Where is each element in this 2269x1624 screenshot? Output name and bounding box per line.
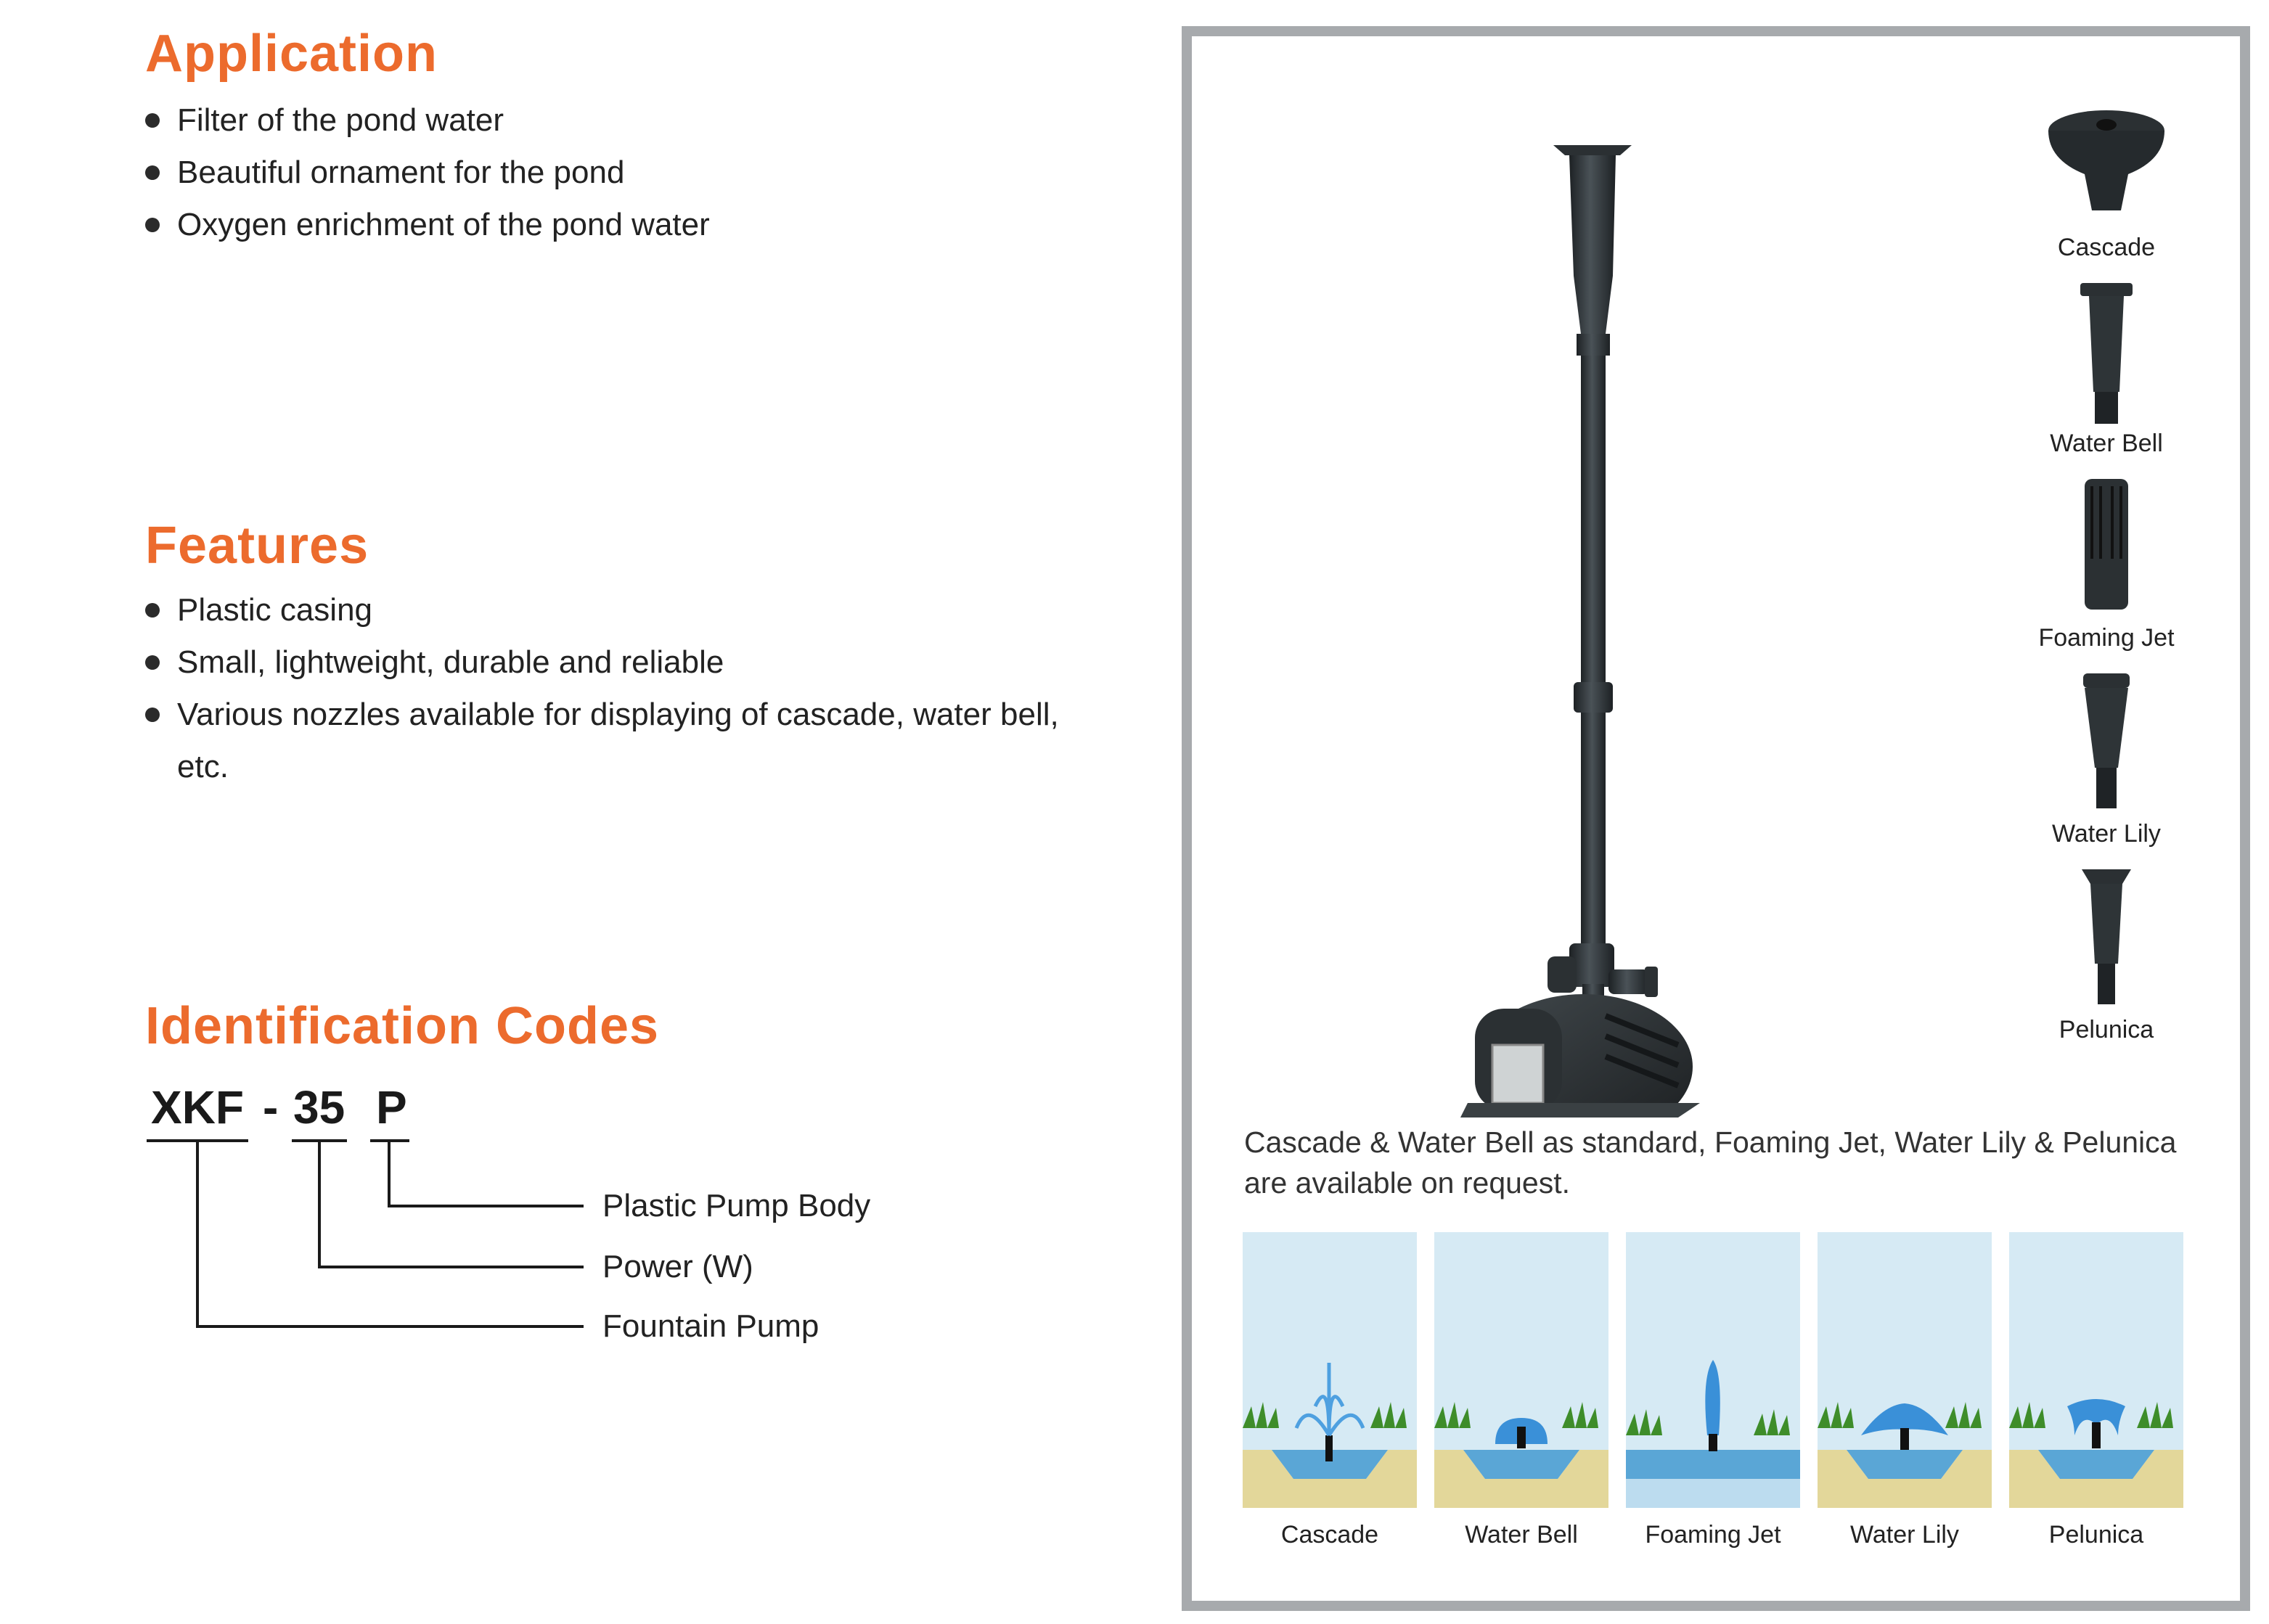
connector-line [388, 1139, 391, 1207]
fountain-pump-image [1460, 145, 1751, 1117]
code-body: P [376, 1081, 407, 1133]
code-series: XKF [151, 1081, 244, 1133]
list-item: Plastic casing [145, 584, 1089, 636]
features-heading: Features [145, 517, 369, 575]
display-scene-foaming-jet [1626, 1232, 1800, 1508]
connector-line [318, 1139, 321, 1268]
code-power: 35 [293, 1081, 346, 1133]
features-list [145, 584, 1089, 793]
display-scene-cascade [1243, 1232, 1417, 1508]
display-label: Water Lily [1850, 1521, 1959, 1549]
display-scene-pelunica [2009, 1232, 2183, 1508]
application-heading: Application [145, 25, 438, 83]
water-bell-nozzle-image [2070, 283, 2143, 428]
code-label-type: Fountain Pump [602, 1308, 819, 1344]
list-item: Filter of the pond water [145, 94, 1089, 147]
display-label: Foaming Jet [1645, 1521, 1781, 1549]
list-item: Small, lightweight, durable and reliable [145, 636, 1089, 689]
nozzle-label: Foaming Jet [2038, 624, 2175, 652]
nozzle-label: Water Bell [2050, 430, 2163, 457]
code-label-power: Power (W) [602, 1249, 753, 1284]
application-list [145, 94, 1089, 251]
pelunica-nozzle-image [2070, 869, 2143, 1007]
connector-line [318, 1266, 584, 1268]
identification-heading: Identification Codes [145, 997, 660, 1055]
cascade-nozzle-image [2041, 102, 2172, 225]
list-item: Various nozzles available for displaying of cascade, water bell, etc. [145, 689, 1089, 793]
availability-note: Cascade & Water Bell as standard, Foaming Jet, Water Lily & Pelunica are available on request. [1244, 1125, 2177, 1199]
display-label: Water Bell [1465, 1521, 1578, 1549]
display-scene-water-lily [1818, 1232, 1992, 1508]
list-item: Beautiful ornament for the pond [145, 147, 1089, 199]
display-label: Cascade [1280, 1521, 1379, 1549]
code-label-body: Plastic Pump Body [602, 1188, 871, 1223]
code-separator: - [263, 1081, 279, 1133]
foaming-jet-nozzle-image [2070, 479, 2143, 617]
display-scene-water-bell [1434, 1232, 1608, 1508]
list-item: Oxygen enrichment of the pond water [145, 199, 1089, 251]
water-lily-nozzle-image [2070, 673, 2143, 811]
display-label: Pelunica [2048, 1521, 2144, 1549]
connector-line [388, 1205, 584, 1207]
nozzle-label: Pelunica [2059, 1016, 2154, 1043]
product-panel [1182, 26, 2250, 1611]
nozzle-label: Cascade [2057, 234, 2156, 261]
nozzle-label: Water Lily [2052, 820, 2161, 848]
connector-line [196, 1139, 199, 1328]
connector-line [196, 1325, 584, 1328]
